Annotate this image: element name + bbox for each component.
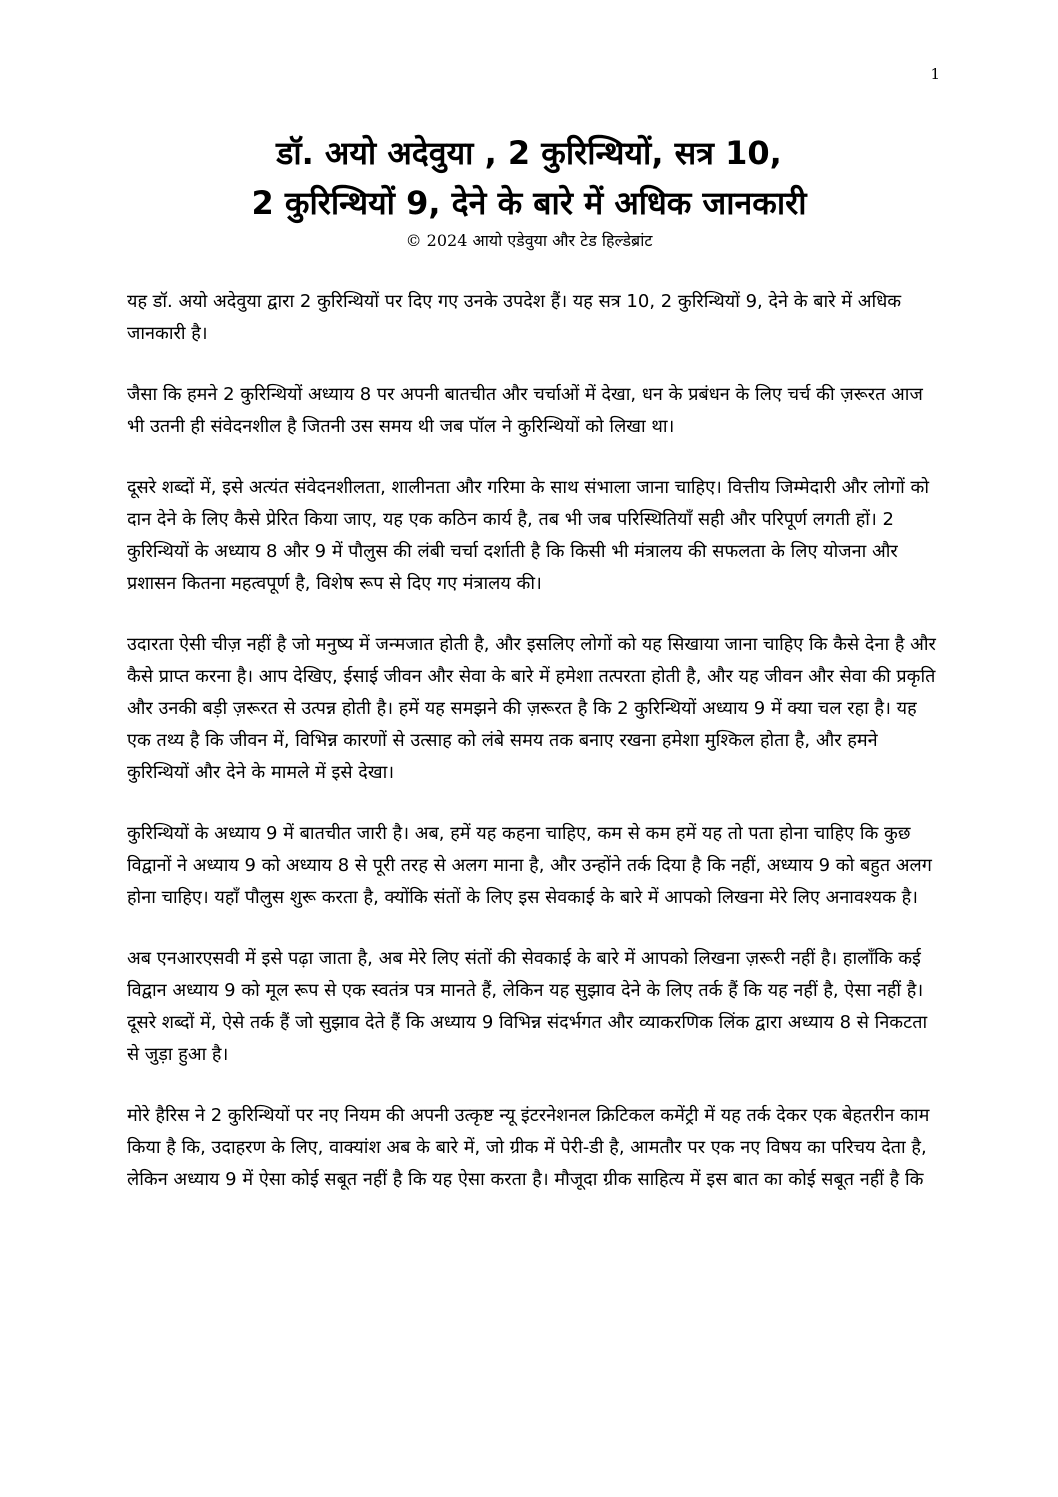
document-body <box>127 286 937 1225</box>
paragraph-sensitivity: दूसरे शब्दों में, इसे अत्यंत संवेदनशीलता, शालीनता और गरिमा के साथ संभाला जाना चाहिए। वित्तीय जिम्मेदारी और लोगों को दान देने के लिए कैसे प्रेरित किया जाए, यह एक कठिन कार्य है, तब भी जब परिस्थितियाँ सही और परिपूर्ण लगती हों। 2 कुरिन्थियों के अध्याय 8 और 9 में पौलुस की लंबी चर्चा दर्शाती है कि किसी भी मंत्रालय की सफलता के लिए योजना और प्रशासन कितना महत्वपूर्ण है, विशेष रूप से दिए गए मंत्रालय की। <box>127 477 930 594</box>
paragraph-intro: यह डॉ. अयो अदेवुया द्वारा 2 कुरिन्थियों पर दिए गए उनके उपदेश हैं। यह सत्र 10, 2 कुरिन्थियों 9, देने के बारे में अधिक जानकारी है। <box>127 291 902 344</box>
paragraph-nrsv-reading: अब एनआरएसवी में इसे पढ़ा जाता है, अब मेरे लिए संतों की सेवकाई के बारे में आपको लिखना ज़रूरी नहीं है। हालाँकि कई विद्वान अध्याय 9 को मूल रूप से एक स्वतंत्र पत्र मानते हैं, लेकिन यह सुझाव देने के लिए तर्क हैं कि यह नहीं है, ऐसा नहीं है। दूसरे शब्दों में, ऐसे तर्क हैं जो सुझाव देते हैं कि अध्याय 9 विभिन्न संदर्भगत और व्याकरणिक लिंक द्वारा अध्याय 8 से निकटता से जुड़ा हुआ है। <box>127 948 928 1065</box>
paragraph-chapter-8-recap: जैसा कि हमने 2 कुरिन्थियों अध्याय 8 पर अपनी बातचीत और चर्चाओं में देखा, धन के प्रबंधन के लिए चर्च की ज़रूरत आज भी उतनी ही संवेदनशील है जितनी उस समय थी जब पॉल ने कुरिन्थियों को लिखा था। <box>127 384 923 437</box>
paragraph-chapter-9-conversation: कुरिन्थियों के अध्याय 9 में बातचीत जारी है। अब, हमें यह कहना चाहिए, कम से कम हमें यह तो पता होना चाहिए कि कुछ विद्वानों ने अध्याय 9 को अध्याय 8 से पूरी तरह से अलग माना है, और उन्होंने तर्क दिया है कि नहीं, अध्याय 9 को बहुत अलग होना चाहिए। यहाँ पौलुस शुरू करता है, क्योंकि संतों के लिए इस सेवकाई के बारे में आपको लिखना मेरे लिए अनावश्यक है। <box>127 823 932 908</box>
page-number: 1 <box>930 65 940 83</box>
copyright-line: © 2024 आयो एडेवुया और टेड हिल्डेब्रांट <box>405 231 653 250</box>
paragraph-harris-commentary: मोरे हैरिस ने 2 कुरिन्थियों पर नए नियम की अपनी उत्कृष्ट न्यू इंटरनेशनल क्रिटिकल कमेंट्री में यह तर्क देकर एक बेहतरीन काम किया है कि, उदाहरण के लिए, वाक्यांश अब के बारे में, जो ग्रीक में पेरी-डी है, आमतौर पर एक नए विषय का परिचय देता है, लेकिन अध्याय 9 में ऐसा कोई सबूत नहीं है कि यह ऐसा करता है। मौजूदा ग्रीक साहित्य में इस बात का कोई सबूत नहीं है कि <box>127 1105 930 1190</box>
title-line-2: 2 कुरिन्थियों 9, देने के बारे में अधिक जानकारी <box>251 184 807 222</box>
title-line-1: डॉ. अयो अदेवुया , 2 कुरिन्थियों, सत्र 10, <box>276 134 782 172</box>
paragraph-generosity: उदारता ऐसी चीज़ नहीं है जो मनुष्य में जन्मजात होती है, और इसलिए लोगों को यह सिखाया जाना चाहिए कि कैसे देना है और कैसे प्राप्त करना है। आप देखिए, ईसाई जीवन और सेवा के बारे में हमेशा तत्परता होती है, और यह जीवन और सेवा की प्रकृति और उनकी बड़ी ज़रूरत से उत्पन्न होती है। हमें यह समझने की ज़रूरत है कि 2 कुरिन्थियों अध्याय 9 में क्या चल रहा है। यह एक तथ्य है कि जीवन में, विभिन्न कारणों से उत्साह को लंबे समय तक बनाए रखना हमेशा मुश्किल होता है, और हमने कुरिन्थियों और देने के मामले में इसे देखा। <box>127 634 936 783</box>
document-header <box>80 128 978 254</box>
